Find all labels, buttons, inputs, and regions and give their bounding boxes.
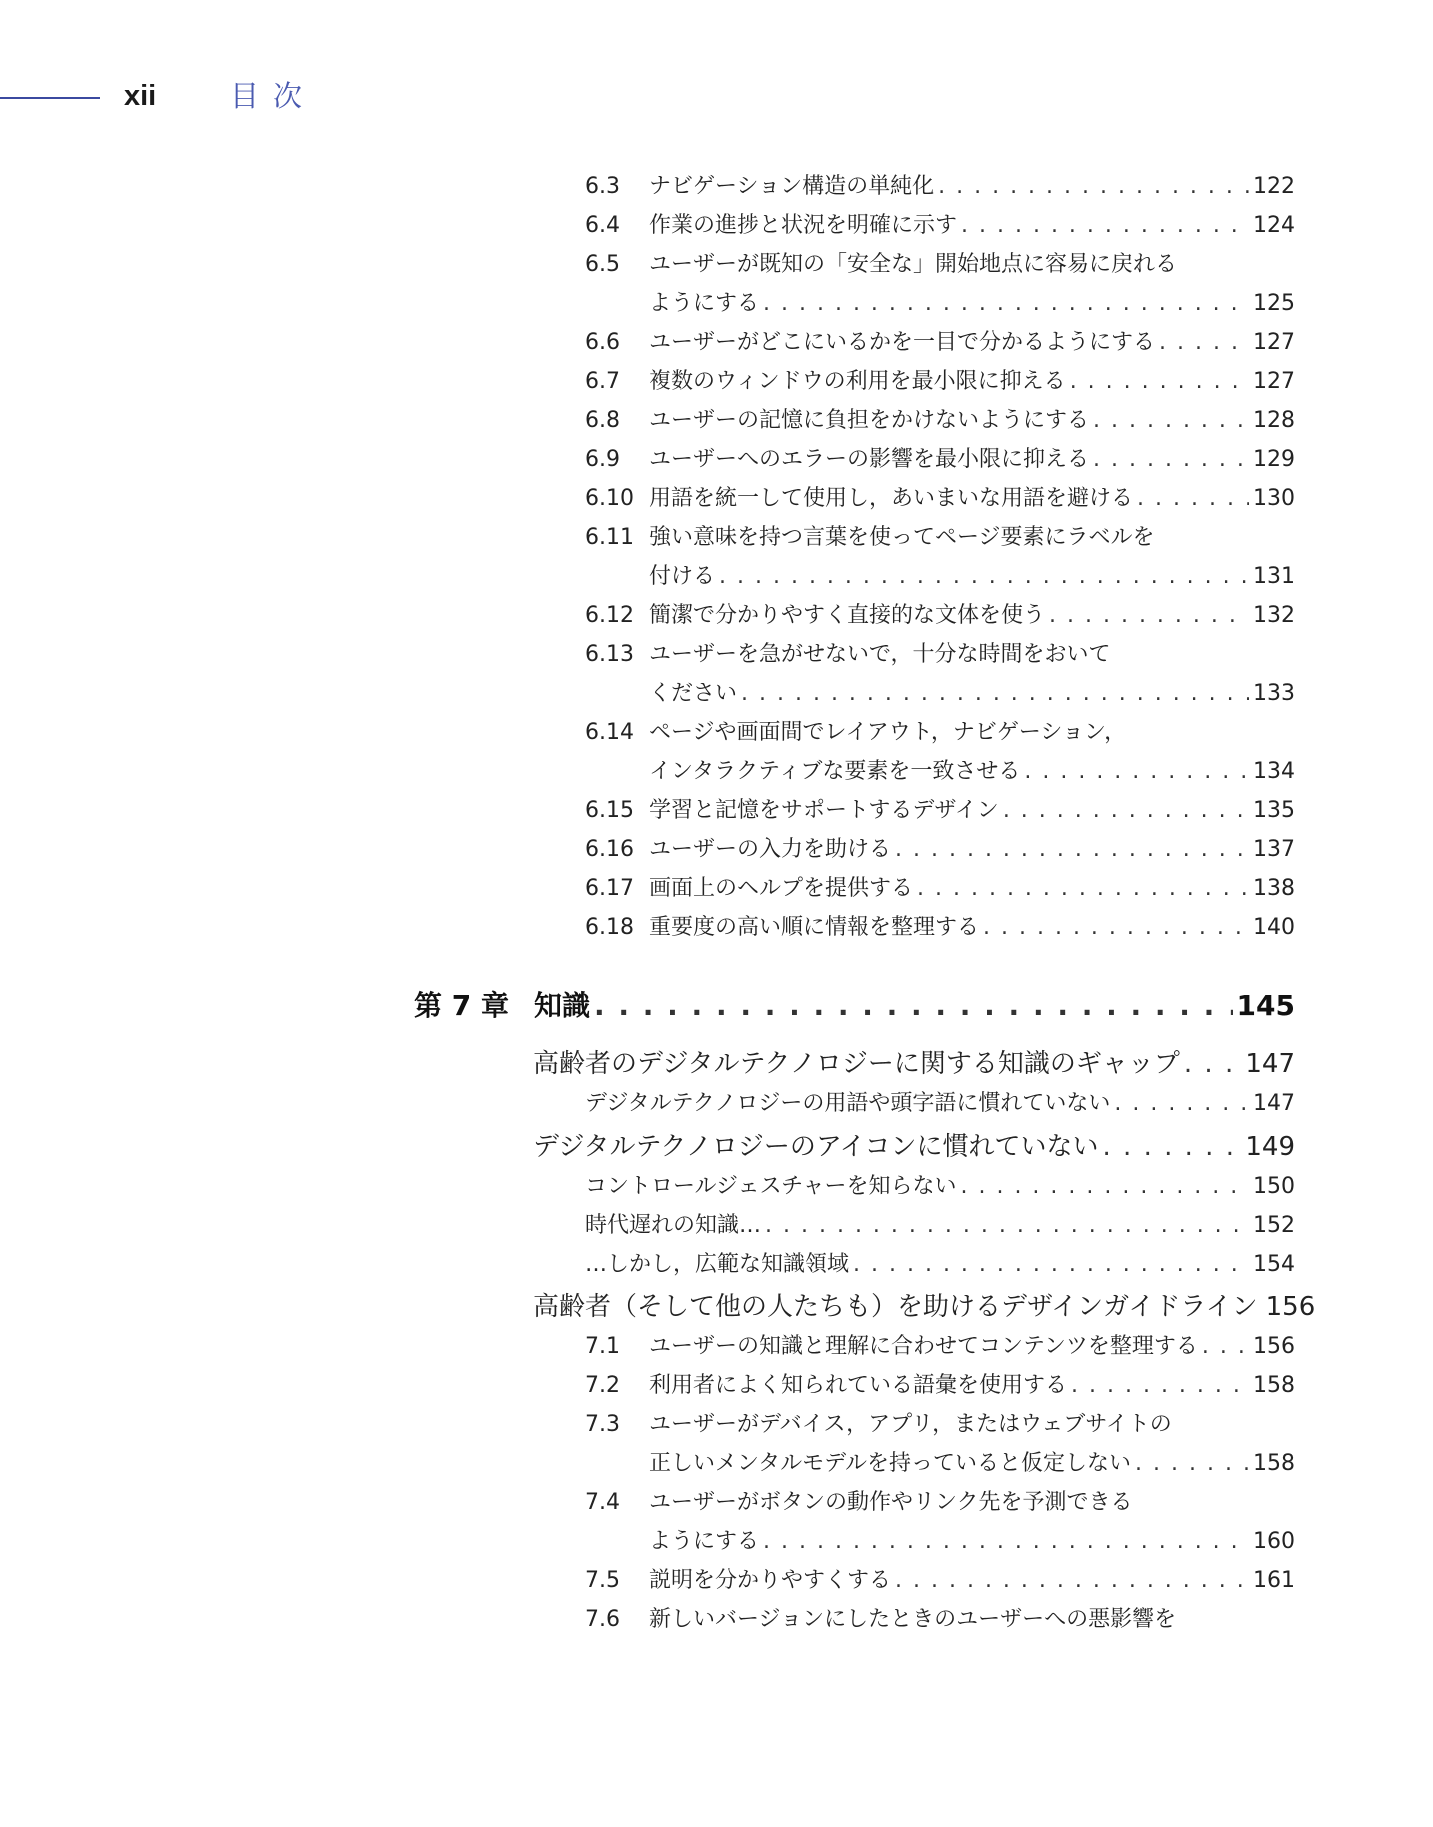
- toc-entry-title: ユーザーがどこにいるかを一目で分かるようにする: [649, 330, 1156, 355]
- dot-leader: [1135, 1449, 1249, 1479]
- toc-subtopic-title: 時代遅れの知識…: [585, 1213, 762, 1238]
- dot-leader: [1024, 757, 1249, 787]
- toc-entry-number: 6.7: [585, 369, 620, 394]
- dot-leader: [1137, 484, 1249, 514]
- toc-topic-title: デジタルテクノロジーのアイコンに慣れていない: [533, 1132, 1099, 1162]
- toc-entry-page: 130: [1253, 486, 1295, 511]
- toc-entry[interactable]: [585, 250, 1295, 280]
- toc-entry-number: 6.8: [585, 408, 620, 433]
- toc-entry-page: 137: [1253, 837, 1295, 862]
- toc-entry-title: 画面上のヘルプを提供する: [649, 876, 914, 901]
- running-title: 目次: [230, 79, 317, 113]
- toc-entry-continuation[interactable]: [649, 289, 1295, 319]
- toc-entry-page: 127: [1253, 330, 1295, 355]
- toc-entry-number: 6.5: [585, 252, 620, 277]
- toc-entry-title-cont: 正しいメンタルモデルを持っていると仮定しない: [649, 1451, 1132, 1476]
- toc-entry-title-cont: ください: [649, 681, 738, 706]
- dot-leader: [917, 874, 1249, 904]
- toc-entry-continuation[interactable]: [649, 1527, 1295, 1557]
- toc-entry-page: 156: [1253, 1334, 1295, 1359]
- toc-entry[interactable]: [585, 406, 1295, 436]
- toc-subtopic[interactable]: [585, 1089, 1295, 1119]
- toc-entry[interactable]: [585, 1566, 1295, 1596]
- toc-entry-title: 作業の進捗と状況を明確に示す: [649, 213, 958, 238]
- toc-subtopic-page: 150: [1253, 1174, 1295, 1199]
- toc-entry[interactable]: [585, 484, 1295, 514]
- dot-leader: [719, 562, 1249, 592]
- dot-leader: [1103, 1130, 1242, 1164]
- toc-entry-title: 重要度の高い順に情報を整理する: [649, 915, 980, 940]
- page-number: xii: [124, 80, 157, 112]
- toc-entry-title: 新しいバージョンにしたときのユーザーへの悪影響を: [649, 1607, 1177, 1632]
- toc-entry-page: 158: [1253, 1451, 1295, 1476]
- toc-entry-title: ユーザーの記憶に負担をかけないようにする: [649, 408, 1090, 433]
- toc-entry-title: 強い意味を持つ言葉を使ってページ要素にラベルを: [649, 525, 1155, 550]
- toc-entry-page: 158: [1253, 1373, 1295, 1398]
- dot-leader: [1049, 601, 1249, 631]
- toc-entry-number: 7.3: [585, 1412, 620, 1437]
- toc-subtopic-title: コントロールジェスチャーを知らない: [585, 1174, 957, 1199]
- toc-entry-number: 6.6: [585, 330, 620, 355]
- toc-subtopic[interactable]: [585, 1172, 1295, 1202]
- dot-leader: [1159, 328, 1249, 358]
- toc-entry-page: 138: [1253, 876, 1295, 901]
- toc-entry[interactable]: [585, 445, 1295, 475]
- toc-entry[interactable]: [585, 367, 1295, 397]
- toc-subtopic[interactable]: [585, 1211, 1295, 1241]
- toc-entry-number: 6.11: [585, 525, 634, 550]
- dot-leader: [895, 1566, 1249, 1596]
- toc-entry[interactable]: [585, 835, 1295, 865]
- chapter-page: 145: [1236, 989, 1295, 1022]
- toc-topic-page: 149: [1245, 1132, 1295, 1162]
- dot-leader: [763, 1527, 1249, 1557]
- toc-topic-page: 147: [1245, 1049, 1295, 1079]
- toc-topic-page: 156: [1265, 1292, 1316, 1322]
- chapter-heading[interactable]: [414, 988, 1295, 1024]
- dot-leader: [1184, 1047, 1241, 1081]
- toc-entry-number: 6.3: [585, 174, 620, 199]
- toc-topic[interactable]: [533, 1047, 1295, 1081]
- toc-entry-title: ユーザーの入力を助ける: [649, 837, 892, 862]
- toc-entry[interactable]: [585, 1605, 1295, 1635]
- dot-leader: [1003, 796, 1249, 826]
- dot-leader: [1093, 445, 1249, 475]
- toc-entry-title: 複数のウィンドウの利用を最小限に抑える: [649, 369, 1066, 394]
- toc-entry-continuation[interactable]: [649, 562, 1295, 592]
- toc-entry[interactable]: [585, 718, 1295, 748]
- toc-entry-page: 131: [1253, 564, 1295, 589]
- dot-leader: [594, 988, 1233, 1024]
- toc-entry-page: 140: [1253, 915, 1295, 940]
- toc-entry-title: ユーザーの知識と理解に合わせてコンテンツを整理する: [649, 1334, 1198, 1359]
- toc-entry-number: 6.10: [585, 486, 634, 511]
- toc-entry-title: ユーザーがデバイス，アプリ，またはウェブサイトの: [649, 1412, 1172, 1437]
- toc-entry-number: 6.15: [585, 798, 634, 823]
- chapter-number: 第 7 章: [414, 989, 509, 1022]
- toc-entry-number: 6.12: [585, 603, 634, 628]
- toc-entry-title: ユーザーが既知の「安全な」開始地点に容易に戻れる: [649, 252, 1178, 277]
- toc-subtopic-title: デジタルテクノロジーの用語や頭字語に慣れていない: [585, 1091, 1111, 1116]
- toc-subtopic-page: 152: [1253, 1213, 1295, 1238]
- toc-entry[interactable]: [585, 523, 1295, 553]
- dot-leader: [1093, 406, 1249, 436]
- toc-entry-number: 6.4: [585, 213, 620, 238]
- dot-leader: [765, 1211, 1249, 1241]
- chapter-title: 知識: [534, 989, 591, 1022]
- toc-entry-title: ナビゲーション構造の単純化: [649, 174, 935, 199]
- toc-entry-title: ページや画面間でレイアウト，ナビゲーション，: [649, 720, 1127, 745]
- toc-topic-title: 高齢者（そして他の人たちも）を助けるデザインガイドライン: [533, 1292, 1258, 1322]
- toc-entry-number: 7.2: [585, 1373, 620, 1398]
- toc-entry-page: 124: [1253, 213, 1295, 238]
- toc-entry-title: 説明を分かりやすくする: [649, 1568, 892, 1593]
- toc-entry-number: 6.9: [585, 447, 620, 472]
- toc-subtopic-title: …しかし，広範な知識領域: [585, 1252, 850, 1277]
- toc-entry-title: 簡潔で分かりやすく直接的な文体を使う: [649, 603, 1046, 628]
- toc-entry-title-cont: ようにする: [649, 1529, 760, 1554]
- dot-leader: [1114, 1089, 1249, 1119]
- toc-entry[interactable]: [585, 1410, 1295, 1440]
- toc-topic-title: 高齢者のデジタルテクノロジーに関する知識のギャップ: [533, 1049, 1180, 1079]
- dot-leader: [960, 1172, 1249, 1202]
- toc-entry-title: 利用者によく知られている語彙を使用する: [649, 1373, 1068, 1398]
- toc-topic[interactable]: [533, 1290, 1316, 1324]
- toc-entry-number: 6.17: [585, 876, 634, 901]
- toc-entry-continuation[interactable]: [649, 679, 1295, 709]
- dot-leader: [741, 679, 1249, 709]
- toc-entry-title: 用語を統一して使用し，あいまいな用語を避ける: [649, 486, 1134, 511]
- toc-entry[interactable]: [585, 1488, 1295, 1518]
- toc-entry[interactable]: [585, 601, 1295, 631]
- dot-leader: [1071, 1371, 1249, 1401]
- toc-entry[interactable]: [585, 913, 1295, 943]
- toc-entry-number: 6.18: [585, 915, 634, 940]
- toc-entry[interactable]: [585, 1371, 1295, 1401]
- toc-entry-number: 7.1: [585, 1334, 620, 1359]
- toc-entry-number: 6.14: [585, 720, 634, 745]
- toc-entry-number: 6.16: [585, 837, 634, 862]
- toc-entry-title: ユーザーへのエラーの影響を最小限に抑える: [649, 447, 1090, 472]
- toc-entry-continuation[interactable]: [649, 1449, 1295, 1479]
- dot-leader: [961, 211, 1249, 241]
- toc-entry[interactable]: [585, 640, 1295, 670]
- toc-entry[interactable]: [585, 796, 1295, 826]
- toc-topic[interactable]: [533, 1130, 1295, 1164]
- dot-leader: [1070, 367, 1249, 397]
- toc-entry-number: 7.6: [585, 1607, 620, 1632]
- toc-entry-page: 135: [1253, 798, 1295, 823]
- dot-leader: [1202, 1332, 1249, 1362]
- toc-subtopic[interactable]: [585, 1250, 1295, 1280]
- toc-entry[interactable]: [585, 1332, 1295, 1362]
- dot-leader: [983, 913, 1249, 943]
- dot-leader: [853, 1250, 1249, 1280]
- toc-entry-number: 7.5: [585, 1568, 620, 1593]
- toc-entry[interactable]: [585, 172, 1295, 202]
- toc-entry-page: 132: [1253, 603, 1295, 628]
- dot-leader: [763, 289, 1249, 319]
- toc-entry-title: 学習と記憶をサポートするデザイン: [649, 798, 999, 823]
- header-rule: [0, 97, 100, 99]
- toc-entry-page: 125: [1253, 291, 1295, 316]
- toc-entry-page: 133: [1253, 681, 1295, 706]
- toc-entry-title: ユーザーを急がせないで，十分な時間をおいて: [649, 642, 1111, 667]
- toc-subtopic-page: 147: [1253, 1091, 1295, 1116]
- toc-entry-page: 127: [1253, 369, 1295, 394]
- toc-entry[interactable]: [585, 328, 1295, 358]
- toc-entry[interactable]: [585, 211, 1295, 241]
- toc-entry-page: 134: [1253, 759, 1295, 784]
- toc-entry-number: 6.13: [585, 642, 634, 667]
- toc-entry-number: 7.4: [585, 1490, 620, 1515]
- toc-entry-title-cont: 付ける: [649, 564, 716, 589]
- toc-entry[interactable]: [585, 874, 1295, 904]
- toc-entry-title: ユーザーがボタンの動作やリンク先を予測できる: [649, 1490, 1133, 1515]
- toc-subtopic-page: 154: [1253, 1252, 1295, 1277]
- toc-entry-page: 122: [1253, 174, 1295, 199]
- toc-entry-page: 129: [1253, 447, 1295, 472]
- toc-entry-page: 128: [1253, 408, 1295, 433]
- toc-entry-title-cont: インタラクティブな要素を一致させる: [649, 759, 1021, 784]
- toc-entry-title-cont: ようにする: [649, 291, 760, 316]
- toc-entry-continuation[interactable]: [649, 757, 1295, 787]
- toc-entry-page: 160: [1253, 1529, 1295, 1554]
- toc-entry-page: 161: [1253, 1568, 1295, 1593]
- dot-leader: [895, 835, 1249, 865]
- dot-leader: [938, 172, 1249, 202]
